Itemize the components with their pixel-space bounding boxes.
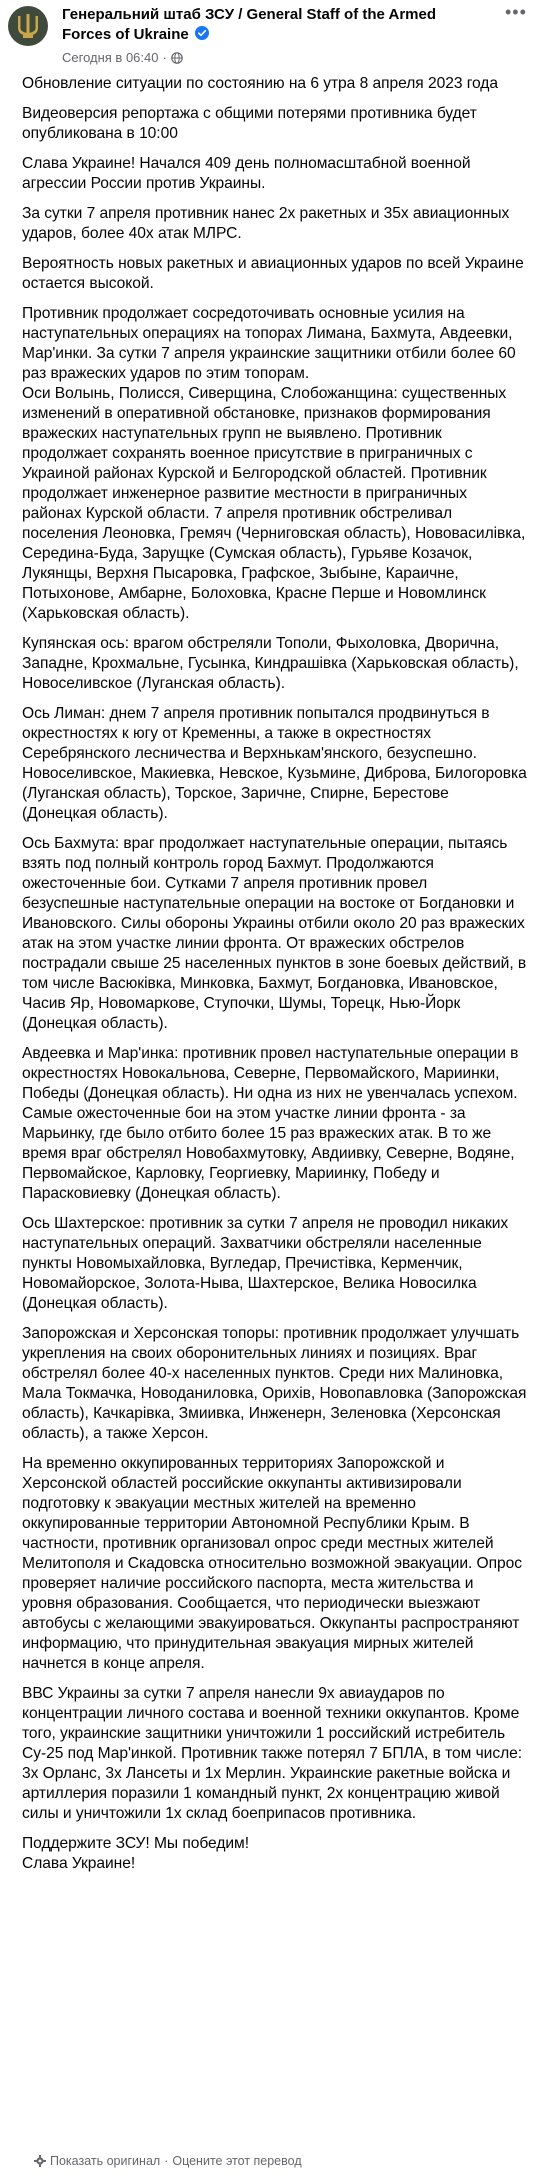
post-paragraph: Обновление ситуации по состоянию на 6 утра 8 апреля 2023 года (22, 75, 498, 92)
gear-icon[interactable] (34, 2155, 46, 2167)
show-original-link[interactable]: Показать оригинал (50, 2154, 161, 2168)
post-paragraph: Вероятность новых ракетных и авиационных ударов по всей Украине остается высокой. (22, 255, 524, 292)
rate-translation-link[interactable]: Оцените этот перевод (172, 2154, 302, 2168)
post-paragraph: Купянская ось: врагом обстреляли Тополи, Фыхоловка, Дворична, Западне, Крохмальне, Гусынка, Киндрашівка (Харьковская область), Новоселивское (Луганская область). (22, 635, 519, 692)
post-paragraph: Авдеевка и Мар'инка: противник провел наступательные операции в окрестностях Новокальнова, Северне, Первомайского, Мариинки, Победы (Донецкая область). Ни одна из них не увенчалась успехом. Самые ожесточенные бои на этом участке линии фронта - за Марьинку, где было отбито более 15 раз вражеских атак. В то же время враг обстрелял Новобахмутовку, Авдиивку, Северне, Водяне, Первомайское, Карловку, Георгиевку, Мариинку, Победу и Парасковиевку (Донецкая область). (22, 1045, 519, 1202)
post-paragraph: Слава Украине! (22, 1855, 136, 1872)
verified-badge-icon (195, 26, 209, 40)
post-paragraph: ВВС Украины за сутки 7 апреля нанесли 9х авиаударов по концентрации личного состава и военной техники оккупантов. Кроме того, украинские защитники уничтожили 1 российский истребитель Су-25 под Мар'инкой. Противник также потерял 7 БПЛА, в том числе: 3х Орланс, 3х Лансеты и 1х Мерлин. Украинские ракетные войска и артиллерия поразили 1 командный пункт, 2х концентрацию живой силы и уничтожили 1х склад боеприпасов противника. (22, 1685, 523, 1822)
post-paragraph: За сутки 7 апреля противник нанес 2х ракетных и 35х авиационных ударов, более 40х атак МЛРС. (22, 205, 510, 242)
trident-emblem-icon (13, 11, 43, 41)
post-meta (62, 50, 183, 66)
author-name[interactable]: Генеральний штаб ЗСУ / General Staff of the Armed Forces of Ukraine (62, 6, 437, 43)
post-paragraph: Запорожская и Херсонская топоры: противник продолжает улучшать укрепления на своих оборонительных линиях и позициях. Враг обстрелял более 40-х населенных пунктов. Среди них Малиновка, Мала Токмачка, Новоданиловка, Орихів, Новопавловка (Запорожская область), Качкарівка, Змиивка, Инженерн, Зеленовка (Херсонская область), а также Херсон. (22, 1325, 527, 1442)
post-paragraph: Ось Лиман: днем 7 апреля противник попытался продвинуться в окрестностях к югу от Кременны, а также в окрестностях Серебрянского лесничества и Верхнькам'янского, безуспешно. Новоселивское, Макиевка, Невское, Кузьмине, Диброва, Билогоровка (Луганская область), Торское, Заричне, Спирне, Берестове (Донецкая область). (22, 705, 527, 822)
post-timestamp[interactable]: Сегодня в 06:40 (62, 50, 159, 65)
post-author[interactable] (62, 5, 482, 45)
globe-icon (171, 52, 183, 64)
post-paragraph: Оси Волынь, Полисся, Сиверщина, Слобожанщина: существенных изменений в оперативной обстановке, признаков формирования вражеских наступательных групп не выявлено. Противник продолжает сохранять военное присутствие в приграничных с Украиной районах Курской и Белгородской областей. Противник продолжает инженерное развитие местности в приграничных районах Курской области. 7 апреля противник обстреливал поселения Леоновка, Гремяч (Черниговская область), Нововасилівка, Середина-Буда, Зарущке (Сумская область), Гурьяве Козачок, Лукянщы, Верхня Пысаровка, Графское, Зыбыне, Караичне, Потыхоновe, Амбарне, Болоховка, Красне Перше и Новомлинск (Харьковская область). (22, 385, 526, 622)
page-avatar[interactable] (8, 6, 48, 46)
meta-separator: · (162, 50, 167, 65)
translate-separator: · (164, 2154, 169, 2168)
post-paragraph: Слава Украине! Начался 409 день полномасштабной военной агрессии России против Украины. (22, 155, 471, 192)
post-paragraph: Ось Шахтерское: противник за сутки 7 апреля не проводил никаких наступательных операций. Захватчики обстреляли населенные пункты Новомыхайловка, Вугледар, Пречистівка, Керменчик, Новомайорское, Золота-Ныва, Шахтерское, Велика Новосилка (Донецкая область). (22, 1215, 509, 1312)
post-paragraph: Видеоверсия репортажа с общими потерями противника будет опубликована в 10:00 (22, 105, 477, 142)
post-header (0, 0, 539, 66)
post-paragraph: На временно оккупированных территориях Запорожской и Херсонской областей российские оккупанты активизировали подготовку к эвакуации местных жителей на временно оккупированные территории Автономной Республики Крым. В частности, противник организовал опрос среди местных жителей Мелитополя и Скадовска относительно возможной эвакуации. Опрос проверяет наличие российского паспорта, места жительства и уровня образования. Сообщается, что периодически выезжают автобусы с желающими эвакуироваться. Оккупанты распространяют информацию, что принудительная эвакуация мирных жителей начнется в конце апреля. (22, 1455, 523, 1672)
post-text (22, 74, 527, 1884)
post-paragraph: Противник продолжает сосредоточивать основные усилия на наступательных операциях на топорах Лимана, Бахмута, Авдеевки, Мар'инки. За сутки 7 апреля украинские защитники отбили более 60 раз вражеских ударов по этим топорам. (22, 305, 516, 382)
translation-bar (34, 2153, 302, 2169)
post-paragraph: Поддержите ЗСУ! Мы победим! (22, 1835, 249, 1852)
more-options-icon[interactable]: ••• (505, 2, 527, 22)
post-paragraph: Ось Бахмута: враг продолжает наступательные операции, пытаясь взять под полный контроль город Бахмут. Продолжаются ожесточенные бои. Сутками 7 апреля противник провел безуспешные наступательные операции на востоке от Богдановки и Ивановского. Силы обороны Украины отбили около 20 раз вражеских атак на этом участке линии фронта. От вражеских обстрелов пострадали свыше 25 населенных пунктов в зоне боевых действий, в том числе Васюківка, Минковка, Бахмут, Богдановка, Ивановское, Часив Яр, Новомаркове, Ступочки, Шумы, Торецк, Нью-Йорк (Донецкая область). (22, 835, 527, 1032)
